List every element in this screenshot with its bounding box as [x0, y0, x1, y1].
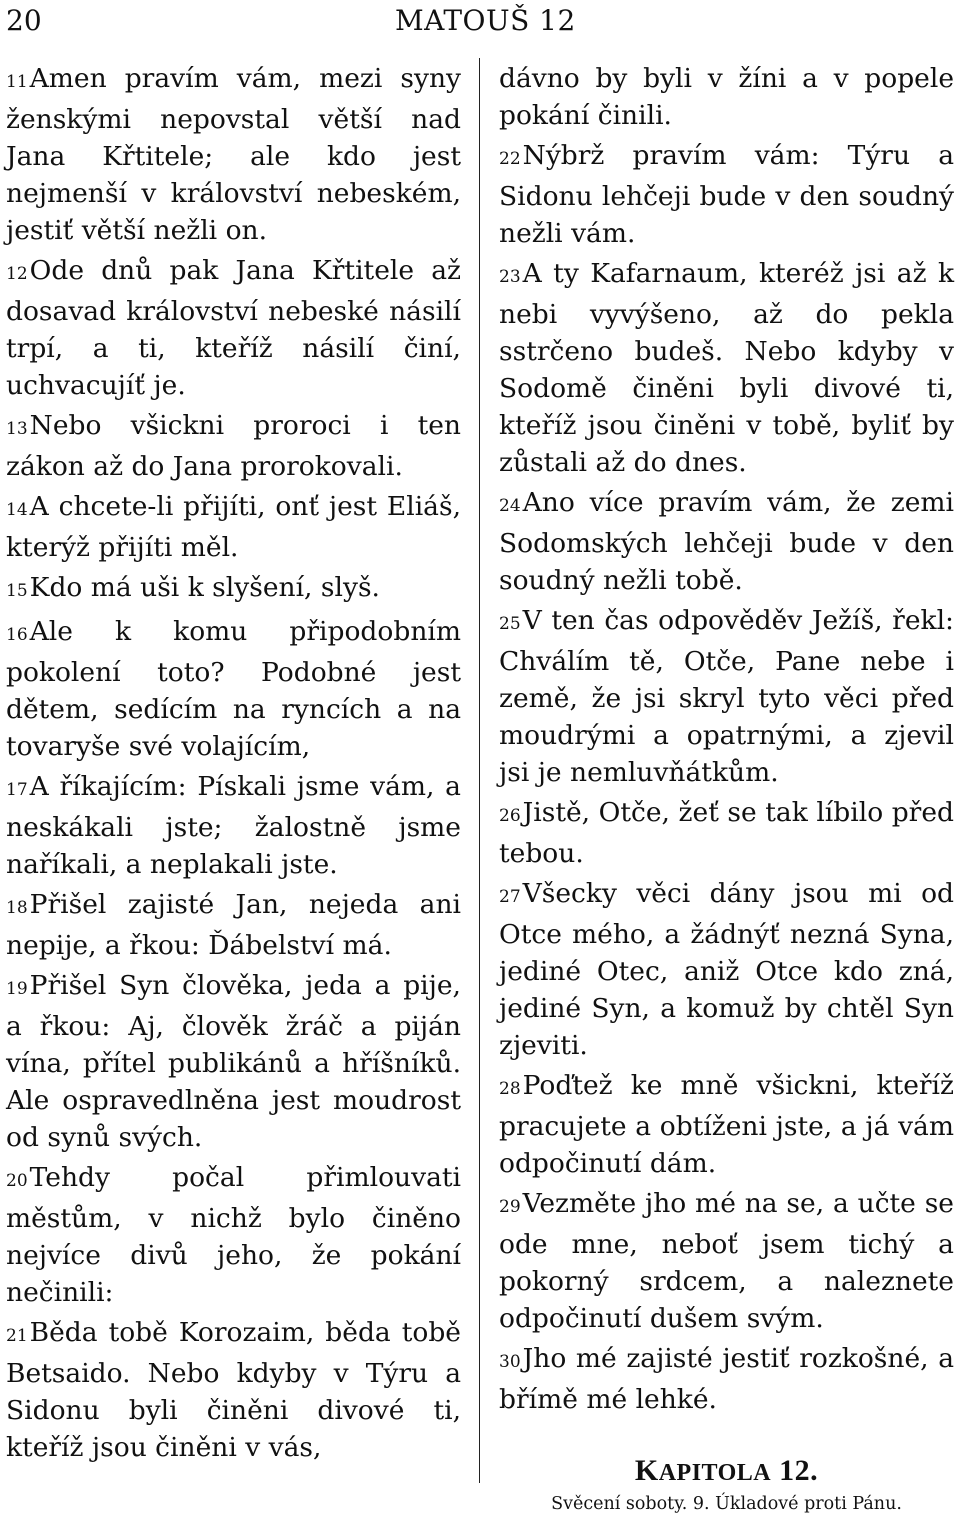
verse-text: Všecky věci dány jsou mi od Otce mého, a žádnýť nezná Syna, jediné Otec, aniž Otce kdo zná, jediné Syn, a komuž by chtěl Syn zjeviti. [499, 878, 954, 1061]
verse-22 [499, 137, 954, 252]
verse-number: 20 [6, 1171, 28, 1191]
verse-text: A chcete-li přijíti, onť jest Eliáš, kterýž přijíti měl. [6, 491, 461, 563]
verse-number: 28 [499, 1079, 521, 1099]
verse-26 [499, 794, 954, 872]
verse-text: Kdo má uši k slyšení, slyš. [29, 572, 380, 603]
verse-number: 19 [6, 979, 28, 999]
verse-18 [6, 886, 461, 964]
verse-number: 22 [499, 149, 521, 169]
verse-text: A říkajícím: Pískali jsme vám, a neskákali jste; žalostně jsme naříkali, a neplakali jste. [6, 771, 461, 880]
verse-text: Přišel Syn člověka, jeda a pije, a řkou: Aj, člověk žráč a piján vína, přítel publikánů a hříšníků. Ale ospravedlněna jest moudrost od synů svých. [6, 970, 461, 1153]
verse-text: Nýbrž pravím vám: Týru a Sidonu lehčeji bude v den soudný nežli vám. [499, 140, 954, 249]
verse-21 [6, 1314, 461, 1466]
right-column [499, 60, 954, 1516]
verse-number: 14 [6, 500, 28, 520]
column-divider [479, 58, 480, 1483]
verse-23 [499, 255, 954, 481]
verse-15 [6, 569, 461, 610]
verse-11 [6, 60, 461, 249]
verse-text: Poďtež ke mně všickni, kteříž pracujete a obtíženi jste, a já vám odpočinutí dám. [499, 1070, 954, 1179]
verse-number: 24 [499, 496, 521, 516]
verse-text: Přišel zajisté Jan, nejeda ani nepije, a řkou: Ďábelství má. [6, 889, 461, 961]
verse-24 [499, 484, 954, 599]
verse-number: 13 [6, 419, 28, 439]
verse-25 [499, 602, 954, 791]
verse-29 [499, 1185, 954, 1337]
verse-number: 26 [499, 806, 521, 826]
verse-number: 17 [6, 780, 28, 800]
verse-text: Ano více pravím vám, že zemi Sodomských lehčeji bude v den soudný nežli tobě. [499, 487, 954, 596]
chapter-title [499, 1454, 954, 1490]
verse-number: 25 [499, 614, 521, 634]
verse-text: Amen pravím vám, mezi syny ženskými nepovstal větší nad Jana Křtitele; ale kdo jest nejmenší v království nebeském, jestiť větší nežli on. [6, 63, 461, 246]
verse-12 [6, 252, 461, 404]
verse-number: 21 [6, 1326, 28, 1346]
chapter-title-initial: K [634, 1454, 659, 1487]
left-column [6, 60, 461, 1469]
verse-text: A ty Kafarnaum, kteréž jsi až k nebi vyvýšeno, až do pekla sstrčeno budeš. Nebo kdyby v Sodomě činěni byli divové ti, kteříž jsou činěni v tobě, byliť by zůstali až do dnes. [499, 258, 954, 478]
verse-text: Jistě, Otče, žeť se tak líbilo před tebou. [499, 797, 954, 869]
verse-number: 12 [6, 264, 28, 284]
verse-text: Nebo všickni proroci i ten zákon až do Jana prorokovali. [6, 410, 461, 482]
verse-30 [499, 1340, 954, 1418]
verse-number: 11 [6, 72, 28, 92]
verse-16 [6, 613, 461, 765]
page-number: 20 [6, 4, 42, 37]
verse-text: Vezměte jho mé na se, a učte se ode mne, neboť jsem tichý a pokorný srdcem, a naleznete odpočinutí dušem svým. [499, 1188, 954, 1334]
chapter-title-word: APITOLA [658, 1460, 772, 1486]
verse-19 [6, 967, 461, 1156]
verse-text: Tehdy počal přimlouvati městům, v nichž bylo činěno nejvíce divů jeho, že pokání nečinili: [6, 1162, 461, 1308]
verse-number: 23 [499, 267, 521, 287]
verse-14 [6, 488, 461, 566]
verse-20 [6, 1159, 461, 1311]
verse-number: 29 [499, 1197, 521, 1217]
chapter-summary: Svěcení soboty. 9. Úkladové proti Pánu. [551, 1494, 902, 1514]
chapter-title-number: 12. [779, 1454, 819, 1487]
verse-number: 16 [6, 625, 28, 645]
verse-17 [6, 768, 461, 883]
verse-21-continuation: dávno by byli v žíni a v popele pokání činili. [499, 63, 954, 131]
verse-text: Ale k komu připodobním pokolení toto? Podobné jest dětem, sedícím na ryncích a na tovaryše své volajícím, [6, 616, 461, 762]
verse-13 [6, 407, 461, 485]
verse-28 [499, 1067, 954, 1182]
verse-text: Ode dnů pak Jana Křtitele až dosavad království nebeské násilí trpí, a ti, kteříž násilí činí, uchvacujíť je. [6, 255, 461, 401]
verse-text: V ten čas odpověděv Ježíš, řekl: Chválím tě, Otče, Pane nebe i země, že jsi skryl tyto věci před moudrými a opatrnými, a zjevil jsi je nemluvňátkům. [499, 605, 954, 788]
verse-27 [499, 875, 954, 1064]
page-header [0, 0, 960, 40]
verse-text: Běda tobě Korozaim, běda tobě Betsaido. Nebo kdyby v Týru a Sidonu byli činěni divové ti, kteříž jsou činěni v vás, [6, 1317, 461, 1463]
verse-text: Jho mé zajisté jestiť rozkošné, a břímě mé lehké. [499, 1343, 954, 1415]
verse-number: 27 [499, 887, 521, 907]
running-title: MATOUŠ 12 [395, 4, 576, 37]
verse-number: 15 [6, 581, 28, 601]
verse-number: 30 [499, 1352, 521, 1372]
verse-number: 18 [6, 898, 28, 918]
